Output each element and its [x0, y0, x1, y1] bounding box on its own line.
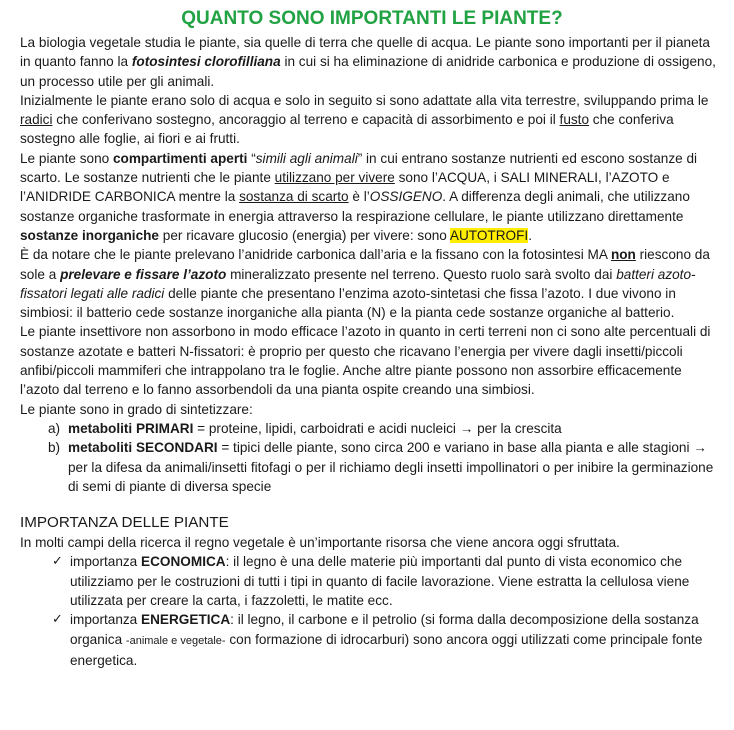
text: è l’ [348, 189, 370, 205]
underlined-term: sostanza di scarto [239, 189, 349, 205]
text: È da notare che le piante prelevano l’anidride carbonica dall’aria e la fissano con la fotosintesi MA [20, 247, 611, 263]
bold-term: metaboliti SECONDARI [68, 440, 218, 456]
text: riescono da sole a [20, 247, 710, 282]
metabolites-list [20, 419, 724, 496]
section-intro: In molti campi della ricerca il regno vegetale è un’importante risorsa che viene ancora oggi sfruttata. [20, 535, 620, 551]
underlined-term: utilizzano per vivere [274, 170, 395, 186]
bold-term: ECONOMICA [141, 554, 226, 570]
text: mineralizzato presente nel terreno. Questo ruolo sarà svolto dai [226, 266, 617, 282]
italic-term: batteri azoto-fissatori legati alle radici [20, 266, 696, 301]
text: La biologia vegetale studia le piante, sia quelle di terra che quelle di acqua. Le piante sono importanti per il pianeta in quanto fanno la [20, 35, 710, 70]
underlined-term: fusto [559, 112, 590, 128]
bold-underlined-term: non [610, 247, 636, 263]
list-item [52, 552, 724, 610]
text: che conferivano sostegno, ancoraggio al terreno e capacità di assorbimento e poi il [52, 112, 560, 128]
text: importanza [70, 612, 142, 628]
text: sono l’ACQUA, i SALI MINERALI, l’AZOTO e l’ANIDRIDE CARBONICA mentre la [20, 170, 670, 205]
paragraph-intro [20, 33, 724, 91]
paragraph-insectivores: Le piante insettivore non assorbono in modo efficace l’azoto in quanto in certi terreni non ci sono alte percentuali di sostanze azotate e batteri N-fissatori: è proprio per questo che ricavano l’energia per vivere dagli insetti/piccoli anfibi/piccoli mammiferi che intrappolano tra le foglie. Anche altre piante possono non assorbire efficacemente l’azoto dal terreno e lo fanno assorbendoli da una pianta ospite creando una simbiosi. [20, 324, 711, 398]
text: importanza [70, 554, 142, 570]
list-marker: b) [48, 440, 61, 456]
list-item [52, 610, 724, 670]
text: in cui si ha eliminazione di anidride carbonica e produzione di ossigeno, un processo utile per gli animali. [20, 54, 716, 89]
text: delle piante che presentano l’enzima azoto-sintetasi che fissa l’azoto. I due vivono in simbiosi: il batterio cede sostanze inorganiche alla pianta (N) e la pianta cede sostanze organiche al batterio. [20, 285, 676, 321]
page-title: QUANTO SONO IMPORTANTI LE PIANTE? [181, 8, 563, 29]
list-item [48, 419, 724, 438]
text: con formazione di idrocarburi) sono ancora oggi utilizzati come principale fonte energetica. [70, 631, 703, 668]
text: = tipici delle piante, sono circa 200 e variano in base alla pianta e alle stagioni [217, 440, 694, 456]
small-text: -animale e vegetale- [125, 634, 226, 647]
text: . [528, 227, 532, 243]
check-icon: ✓ [52, 612, 63, 628]
text: : il legno è una delle materie più importanti dal punto di vista economico che utilizziamo per le costruzioni di tutti i tipi in quanto di facile lavorazione. Viene estratta la cellulosa viene utilizzata per creare la carta, i fazzoletti, le matite ecc. [70, 554, 690, 609]
emphasis: fotosintesi clorofilliana [131, 54, 281, 70]
bold-term: ENERGETICA [141, 612, 231, 628]
highlighted-term: AUTOTROFI [449, 227, 529, 243]
bold-term: metaboliti PRIMARI [68, 420, 194, 436]
text: Le piante sono [20, 150, 113, 166]
paragraph-nitrogen [20, 245, 724, 322]
italic-term: simili agli animali [255, 150, 358, 166]
text: Inizialmente le piante erano solo di acqua e solo in seguito si sono adattate alla vita terrestre, sviluppando prima le [20, 92, 709, 108]
text: = proteine, lipidi, carboidrati e acidi nucleici [193, 420, 460, 436]
text: per la difesa da animali/insetti fitofagi o per il richiamo degli insetti impollinatori o per inibire la germinazione di semi di piante di diversa specie [68, 459, 714, 494]
bold-term: compartimenti aperti [112, 150, 248, 166]
arrow-icon: → [459, 420, 474, 436]
paragraph-compartments [20, 149, 724, 245]
text: “ [247, 150, 256, 166]
italic-term: OSSIGENO [369, 189, 443, 205]
text: per la crescita [473, 420, 562, 436]
bold-term: sostanze inorganiche [20, 227, 159, 243]
text: . A differenza degli animali, che utilizzano sostanze organiche trasformate in energia attraverso la respirazione cellulare, le piante utilizzano direttamente [20, 189, 690, 224]
emphasis: prelevare e fissare l’azoto [60, 266, 227, 282]
text: per ricavare glucosio (energia) per vivere: sono [159, 227, 450, 243]
text: ” in cui entrano sostanze nutrienti ed escono sostanze di scarto. Le sostanze nutrienti che le piante [20, 150, 698, 186]
paragraph-synthesis: Le piante sono in grado di sintetizzare: [20, 401, 253, 417]
check-icon: ✓ [52, 554, 63, 570]
text: che conferiva sostegno alle foglie, ai fiori e ai frutti. [20, 112, 674, 147]
paragraph-evolution [20, 91, 724, 149]
section-heading: IMPORTANZA DELLE PIANTE [20, 514, 229, 532]
importance-list [20, 552, 724, 670]
underlined-term: radici [20, 112, 53, 128]
list-item [48, 438, 724, 496]
text: : il legno, il carbone e il petrolio (si forma dalla decomposizione della sostanza organica [70, 612, 699, 647]
list-marker: a) [48, 420, 61, 436]
arrow-icon: → [693, 440, 707, 456]
